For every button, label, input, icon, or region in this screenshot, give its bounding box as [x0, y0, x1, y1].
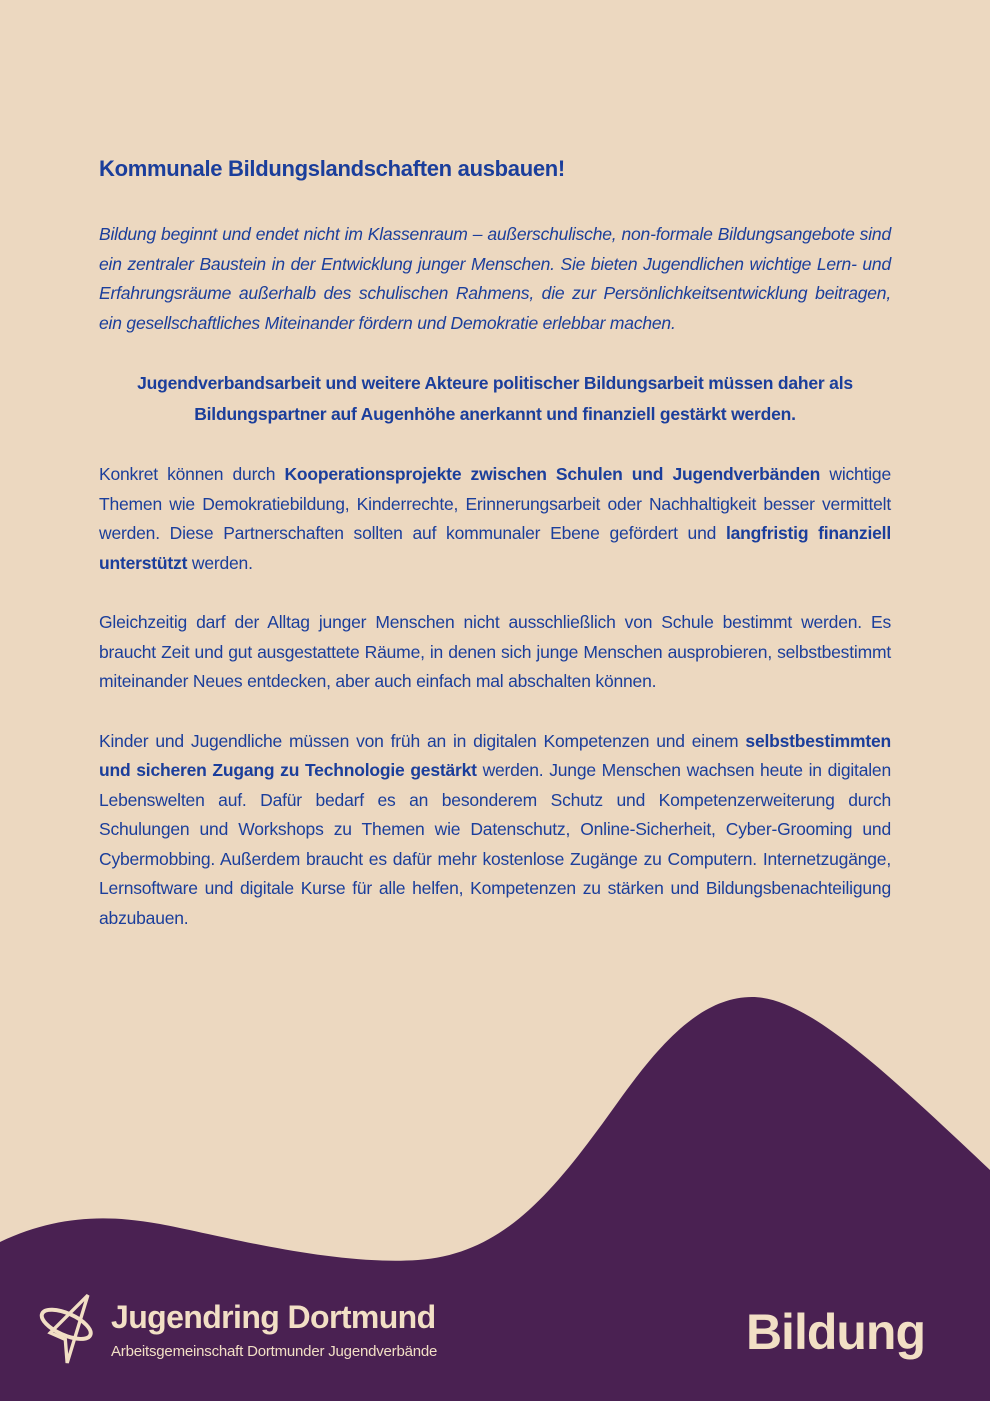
content-column [99, 156, 891, 963]
logo-text [111, 1300, 437, 1359]
logo-subtitle: Arbeitsgemeinschaft Dortmunder Jugendverbände [111, 1342, 438, 1360]
category-label: Bildung [745, 1304, 925, 1360]
intro-paragraph: Bildung beginnt und endet nicht im Klassenraum – außerschulische, non-formale Bildungsangebote sind ein zentraler Baustein in der Entwicklung junger Menschen. Sie bieten Jugendlichen wichtige Lern- und Erfahrungsräume außerhalb des schulischen Rahmens, die zur Persönlichkeitsentwicklung beitragen, ein gesellschaftliches Miteinander fördern und Demokratie erlebbar machen. [99, 224, 891, 333]
page-title: Kommunale Bildungslandschaften ausbauen! [99, 156, 565, 181]
logo-title: Jugendring Dortmund [111, 1299, 436, 1336]
logo [38, 1284, 437, 1376]
paragraph-kooperationsprojekte: Konkret können durch Kooperationsprojekte zwischen Schulen und Jugendverbänden wichtige Themen wie Demokratiebildung, Kinderrechte, Erinnerungsarbeit oder Nachhaltigkeit besser vermittelt werden. Diese Partnerschaften sollten auf kommunaler Ebene gefördert und langfristig finanziell unterstützt werden. [99, 464, 892, 573]
jugendring-logo-icon [38, 1284, 102, 1376]
paragraph-digitale-kompetenzen: Kinder und Jugendliche müssen von früh an in digitalen Kompetenzen und einem selbstbestimmten und sicheren Zugang zu Technologie gestärkt werden. Junge Menschen wachsen heute in digitalen Lebenswelten auf. Dafür bedarf es an besonderem Schutz und Kompetenzerweiterung durch Schulungen und Workshops zu Themen wie Datenschutz, Online-Sicherheit, Cyber-Grooming und Cybermobbing. Außerdem braucht es dafür mehr kostenlose Zugänge zu Computern. Internetzugänge, Lernsoftware und digitale Kurse für alle helfen, Kompetenzen zu stärken und Bildungsbenachteiligung abzubauen. [99, 730, 892, 928]
callout-paragraph: Jugendverbandsarbeit und weitere Akteure politischer Bildungsarbeit müssen daher als Bildungspartner auf Augenhöhe anerkannt und finanziell gestärkt werden. [137, 373, 853, 424]
paragraph-freiraeume: Gleichzeitig darf der Alltag junger Menschen nicht ausschließlich von Schule bestimmt werden. Es braucht Zeit und gut ausgestattete Räume, in denen sich junge Menschen ausprobieren, selbstbestimmt miteinander Neues entdecken, aber auch einfach mal abschalten können. [99, 612, 891, 691]
